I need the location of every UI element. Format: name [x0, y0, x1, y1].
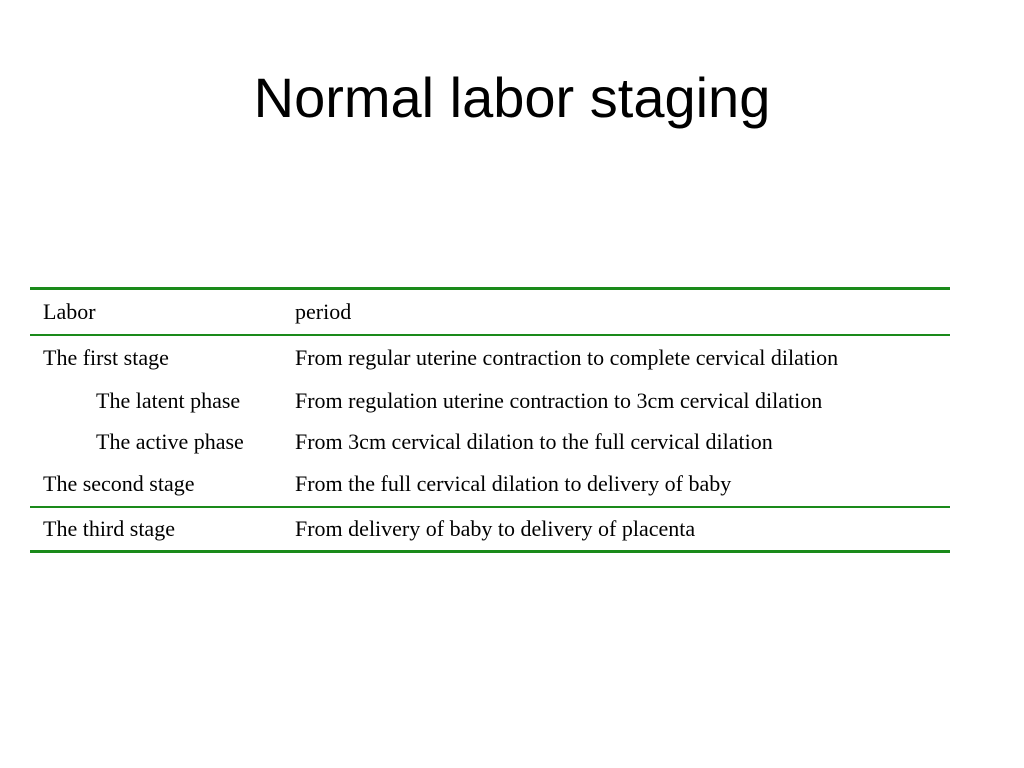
header-labor: Labor [43, 299, 96, 324]
table-row-second-stage [30, 462, 950, 506]
period-cell: From 3cm cervical dilation to the full cervical dilation [295, 429, 773, 454]
period-cell: From the full cervical dilation to delivery of baby [295, 471, 732, 496]
table-header-row [30, 290, 950, 334]
table-row-first-stage [30, 336, 950, 380]
period-cell: From regulation uterine contraction to 3cm cervical dilation [295, 388, 823, 413]
header-period: period [295, 299, 352, 324]
period-cell: From delivery of baby to delivery of placenta [295, 516, 696, 541]
stage-cell: The second stage [43, 471, 195, 496]
labor-staging-table [30, 287, 950, 553]
stage-cell: The first stage [43, 345, 169, 370]
stage-cell: The latent phase [96, 388, 241, 413]
stage-cell: The active phase [96, 429, 244, 454]
period-cell: From regular uterine contraction to complete cervical dilation [295, 345, 839, 370]
table-row-active-phase [30, 422, 950, 462]
slide-title: Normal labor staging [253, 66, 771, 129]
table-row-latent-phase [30, 380, 950, 422]
table-row-third-stage [30, 508, 950, 550]
stage-cell: The third stage [43, 516, 175, 541]
table-bottom-rule [30, 550, 950, 553]
